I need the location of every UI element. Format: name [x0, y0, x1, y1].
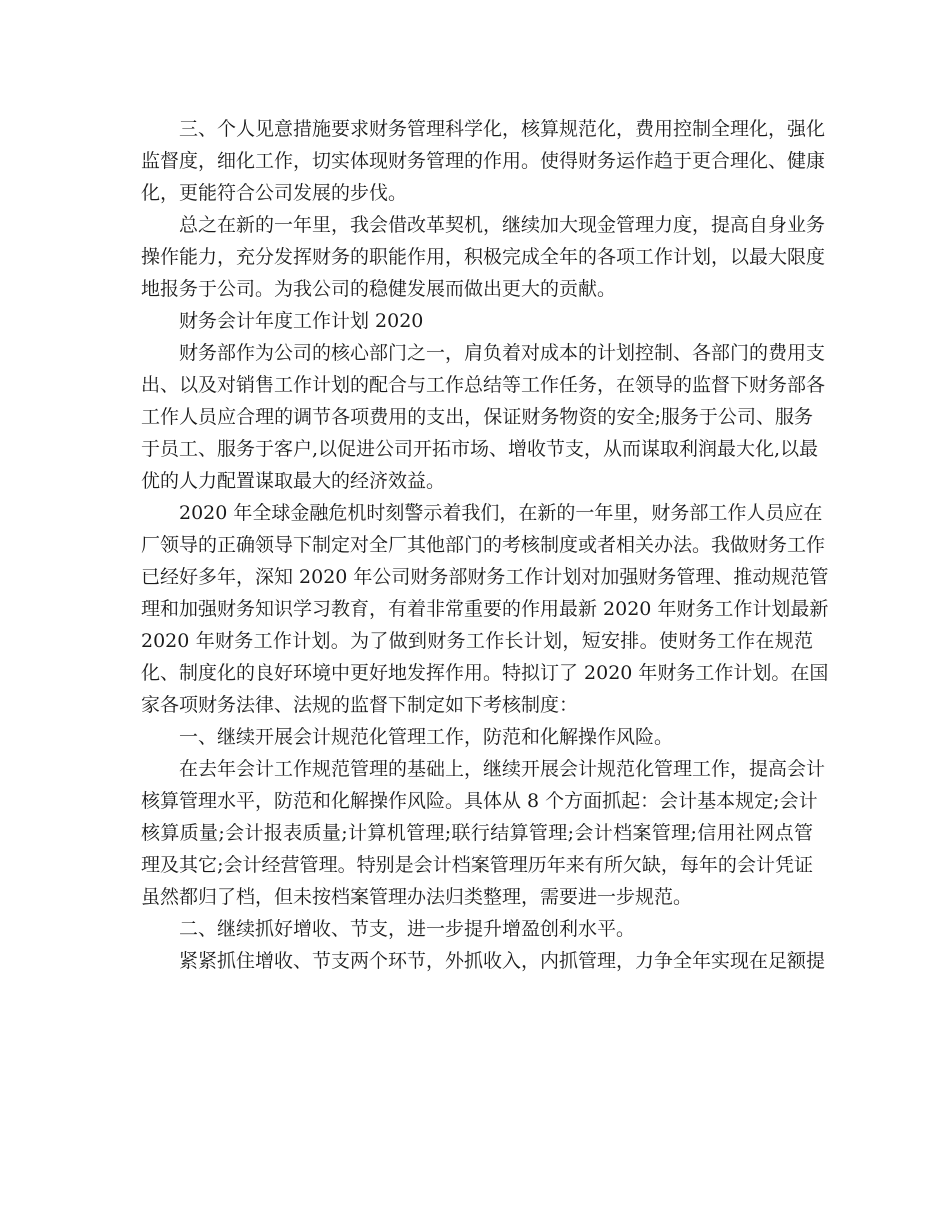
text-line: 2020 年财务工作计划。为了做到财务工作长计划，短安排。使财务工作在规范	[141, 630, 813, 652]
text-line: 优的人力配置谋取最大的经济效益。	[141, 470, 446, 492]
heading-text: 二、继续抓好增收、节支，进一步提升增盈创利水平。	[179, 918, 636, 940]
text-line: 化、制度化的良好环境中更好地发挥作用。特拟订了 2020 年财务工作计划。在国	[141, 662, 829, 684]
text-line: 工作人员应合理的调节各项费用的支出，保证财务物资的安全;服务于公司、服务	[141, 406, 813, 428]
text-line: 厂领导的正确领导下制定对全厂其他部门的考核制度或者相关办法。我做财务工作	[141, 534, 826, 556]
text-line: 2020 年全球金融危机时刻警示着我们，在新的一年里，财务部工作人员应在	[179, 502, 823, 524]
text-line: 核算管理水平，防范和化解操作风险。具体从 8 个方面抓起：会计基本规定;会计	[141, 790, 818, 812]
paragraph	[141, 209, 826, 305]
paragraph	[141, 337, 826, 497]
text-line: 家各项财务法律、法规的监督下制定如下考核制度：	[141, 694, 579, 716]
text-line: 操作能力，充分发挥财务的职能作用，积极完成全年的各项工作计划，以最大限度	[141, 246, 826, 268]
paragraph	[141, 945, 826, 977]
section-heading	[141, 305, 813, 337]
document-body	[141, 113, 829, 977]
paragraph	[141, 497, 829, 721]
text-line: 出、以及对销售工作计划的配合与工作总结等工作任务，在领导的监督下财务部各	[141, 374, 826, 396]
text-line: 三、个人见意措施要求财务管理科学化，核算规范化，费用控制全理化，强化	[179, 118, 826, 140]
heading-text: 财务会计年度工作计划 2020	[179, 310, 424, 332]
text-line: 化，更能符合公司发展的步伐。	[141, 182, 408, 204]
text-line: 理和加强财务知识学习教育，有着非常重要的作用最新 2020 年财务工作计划最新	[141, 598, 829, 620]
text-line: 总之在新的一年里，我会借改革契机，继续加大现金管理力度，提高自身业务	[179, 214, 826, 236]
text-line: 核算质量;会计报表质量;计算机管理;联行结算管理;会计档案管理;信用社网点管	[141, 822, 813, 844]
paragraph	[141, 113, 826, 209]
text-line: 在去年会计工作规范管理的基础上，继续开展会计规范化管理工作，提高会计	[179, 758, 826, 780]
text-line: 监督度，细化工作，切实体现财务管理的作用。使得财务运作趋于更合理化、健康	[141, 150, 826, 172]
text-line: 虽然都归了档，但未按档案管理办法归类整理，需要进一步规范。	[141, 886, 693, 908]
text-line: 地报务于公司。为我公司的稳健发展而做出更大的贡献。	[141, 278, 617, 300]
section-heading	[141, 913, 813, 945]
paragraph	[141, 753, 826, 913]
text-line: 紧紧抓住增收、节支两个环节，外抓收入，内抓管理，力争全年实现在足额提	[179, 950, 826, 972]
heading-text: 一、继续开展会计规范化管理工作，防范和化解操作风险。	[179, 726, 674, 748]
text-line: 已经好多年，深知 2020 年公司财务部财务工作计划对加强财务管理、推动规范管	[141, 566, 829, 588]
text-line: 理及其它;会计经营管理。特别是会计档案管理历年来有所欠缺，每年的会计凭证	[141, 854, 813, 876]
text-line: 于员工、服务于客户,以促进公司开拓市场、增收节支，从而谋取利润最大化,以最	[141, 438, 819, 460]
section-heading	[141, 721, 813, 753]
text-line: 财务部作为公司的核心部门之一，肩负着对成本的计划控制、各部门的费用支	[179, 342, 826, 364]
